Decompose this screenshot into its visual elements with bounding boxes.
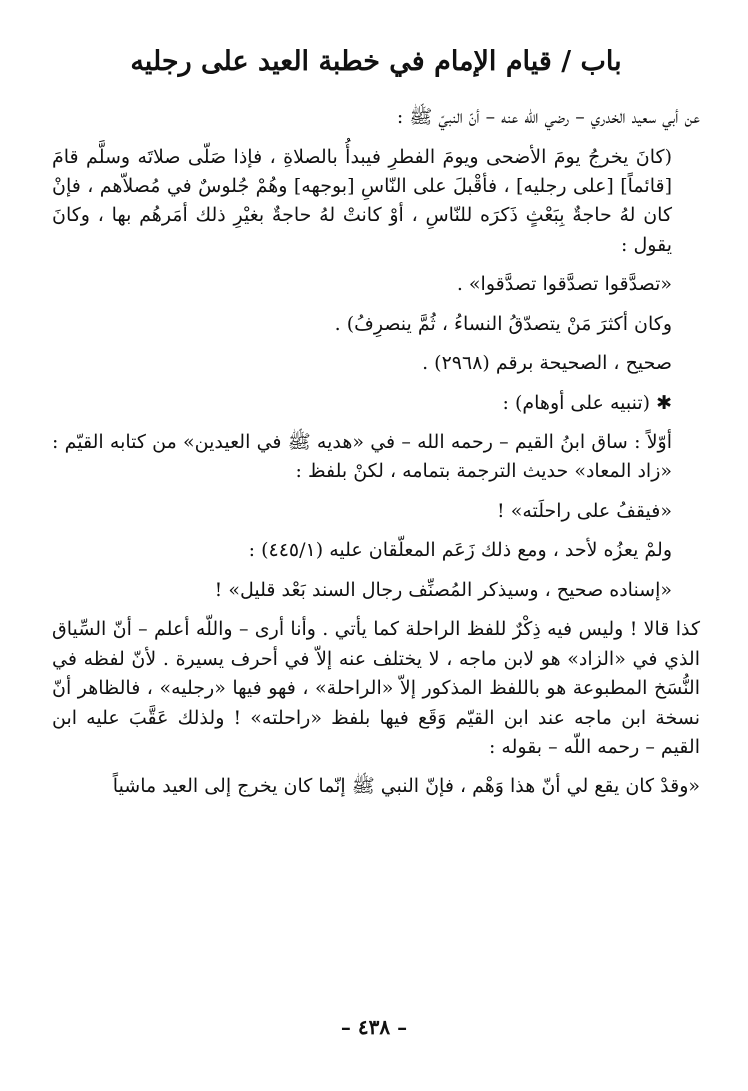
note-paragraph-2: ولمْ يعزُه لأحد ، ومع ذلك زَعَم المعلّقان عليه (٤٤٥/١) :	[248, 539, 672, 562]
hadith-ending: وكان أكثرَ مَنْ يتصدّقُ النساءُ ، ثُمَّ ينصرِفُ) .	[334, 312, 672, 335]
quote-isnad: «إسناده صحيح ، وسيذكر المُصنِّف رجال السند بَعْد قليل» !	[214, 578, 672, 601]
page-number: – ٤٣٨ –	[340, 1015, 408, 1039]
hadith-intro: عن أبي سعيد الخدري – رضي الله عنه – أنّ النبيّ ﷺ :	[396, 106, 700, 129]
note-paragraph-3: كذا قالا ! وليس فيه ذِكْرٌ للفظ الراحلة كما يأتي . وأنا أرى – واللّه أعلم – أنّ السِّياق الذي في «الزاد» هو لابن ماجه ، لا يختلف عنه إلاّ في أحرف يسيرة . لأنّ لفظه في النُّسَخ المطبوعة هو باللفظ المذكور إلاّ «الراحلة» ، فهو فيها «رجليه» ، فالظاهر أنّ نسخة ابن ماجه عند ابن القيّم وَقَع فيها بلفظ «راحلته» ! ولذلك عَقَّبَ عليه ابن القيم – رحمه اللّه – بقوله :	[52, 618, 700, 758]
hadith-text: (كانَ يخرجُ يومَ الأضحى ويومَ الفطرِ فيبدأُ بالصلاةِ ، فإذا صَلّى صلاتَه وسلَّم قامَ [قائماً] [على رجليه] ، فأقْبلَ على النّاسِ [بوجهه] وهُمْ جُلوسٌ في مُصلاّهم ، فإنْ كان لهُ حاجةٌ بِبَعْثٍ ذَكرَه للنّاسِ ، أوْ كانتْ لهُ حاجةٌ بغيْرِ ذلك أمَرهُم بها ، وكانَ يقول :	[52, 145, 672, 256]
note-heading: ✱ (تنبيه على أوهام) :	[502, 391, 672, 414]
quote-rahila: «فيقفُ على راحلَته» !	[497, 499, 672, 522]
hadith-grading: صحيح ، الصحيحة برقم (٢٩٦٨) .	[422, 352, 672, 375]
note-paragraph-1: أوّلاً : ساق ابنُ القيم – رحمه الله – في «هديه ﷺ في العيدين» من كتابه القيّم : «زاد المعاد» حديث الترجمة بتمامه ، لكنْ بلفظ :	[52, 431, 672, 483]
chapter-title: باب / قيام الإمام في خطبة العيد على رجليه	[130, 46, 622, 77]
note-paragraph-4: «وقدْ كان يقع لي أنّ هذا وَهْم ، فإنّ النبي ﷺ إنّما كان يخرج إلى العيد ماشياً	[112, 775, 700, 798]
hadith-quote: «تصدَّقوا تصدَّقوا تصدَّقوا» .	[456, 273, 672, 296]
